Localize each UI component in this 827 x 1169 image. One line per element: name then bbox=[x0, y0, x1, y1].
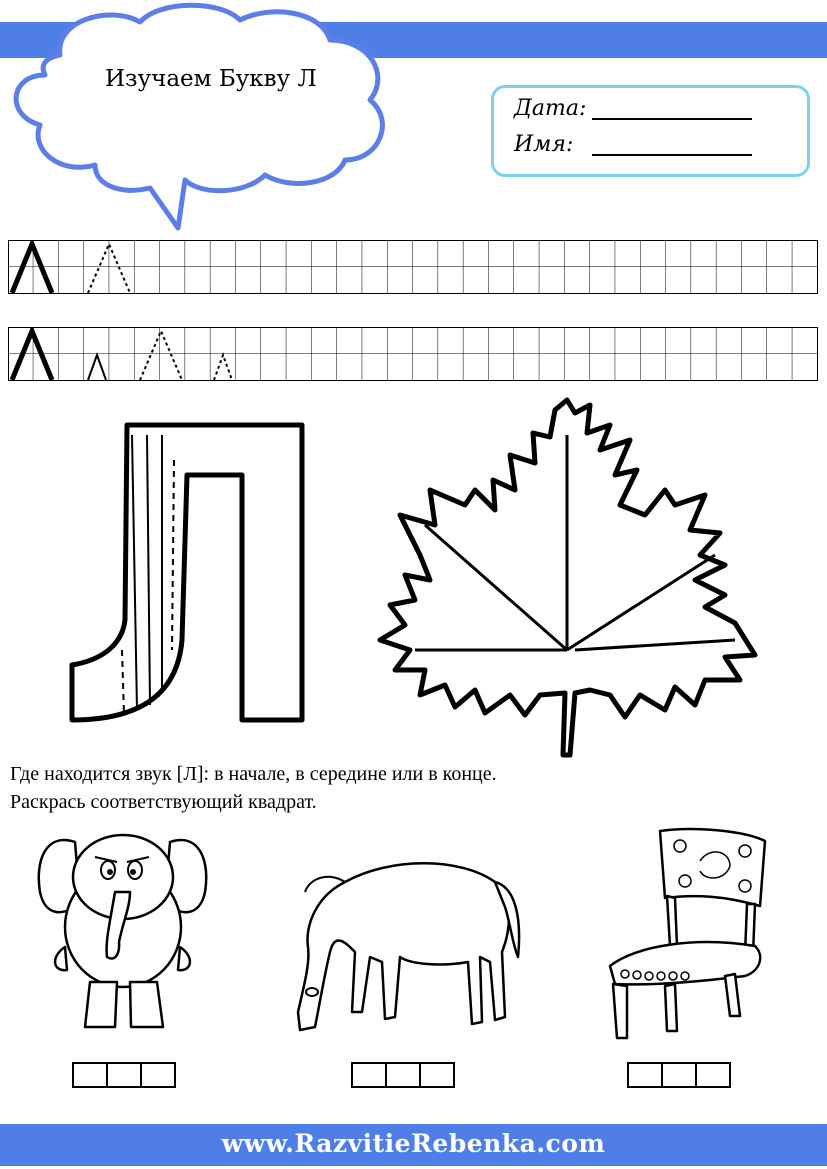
speech-cloud bbox=[0, 0, 400, 240]
instruction-line-2: Раскрась соответствующий квадрат. bbox=[10, 791, 317, 813]
writing-grid-2 bbox=[8, 327, 818, 381]
sound-square-middle[interactable] bbox=[106, 1062, 142, 1088]
sound-square-end[interactable] bbox=[695, 1062, 731, 1088]
horse-sound-squares bbox=[351, 1062, 455, 1088]
sound-square-start[interactable] bbox=[627, 1062, 663, 1088]
date-label: Дата: bbox=[514, 96, 587, 121]
name-label: Имя: bbox=[514, 132, 574, 157]
footer-url[interactable]: www.RazvitieRebenka.com bbox=[221, 1129, 606, 1158]
chair-sound-squares bbox=[627, 1062, 731, 1088]
instruction-line-1: Где находится звук [Л]: в начале, в середине или в конце. bbox=[10, 763, 497, 785]
maple-leaf-icon bbox=[375, 395, 760, 760]
sound-square-end[interactable] bbox=[419, 1062, 455, 1088]
sound-square-end[interactable] bbox=[140, 1062, 176, 1088]
name-line[interactable] bbox=[592, 154, 752, 156]
sound-square-middle[interactable] bbox=[385, 1062, 421, 1088]
sound-square-middle[interactable] bbox=[661, 1062, 697, 1088]
letter-l-outline-icon bbox=[62, 420, 312, 725]
horse-icon bbox=[290, 852, 525, 1034]
elephant-sound-squares bbox=[72, 1062, 176, 1088]
sound-square-start[interactable] bbox=[351, 1062, 387, 1088]
chair-icon bbox=[605, 826, 775, 1041]
page-title: Изучаем Букву Л bbox=[105, 66, 317, 92]
elephant-icon bbox=[35, 822, 210, 1037]
sound-square-start[interactable] bbox=[72, 1062, 108, 1088]
writing-grid-1 bbox=[8, 240, 818, 294]
date-line[interactable] bbox=[592, 118, 752, 120]
